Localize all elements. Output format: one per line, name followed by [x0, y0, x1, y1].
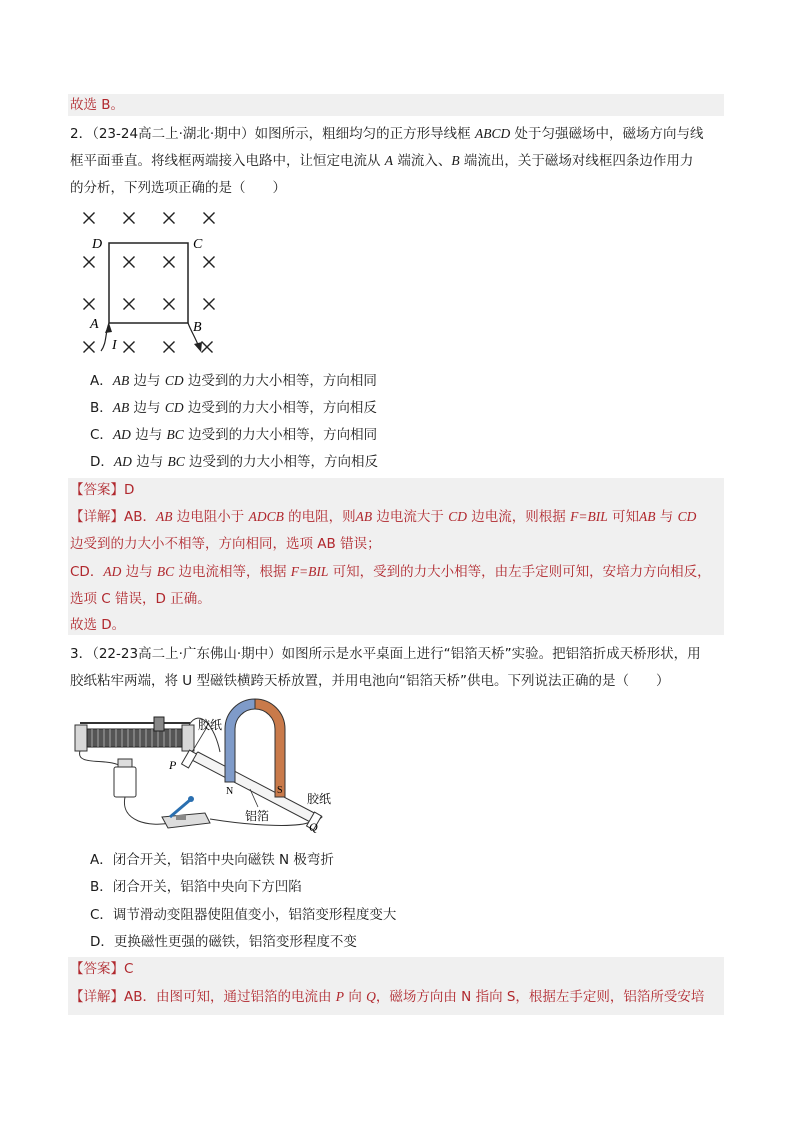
option-var: BC — [166, 427, 184, 442]
q2-stem-line3: 的分析，下列选项正确的是（ ） — [70, 180, 286, 196]
q3-source: （22-23高二上·广东佛山·期中） — [92, 646, 282, 662]
q3-answer — [70, 959, 133, 979]
detail-tag: 【详解】 — [70, 509, 124, 525]
q2-stem-var: A — [384, 153, 394, 168]
field-cross-icon — [204, 257, 215, 268]
detail-text: 与 — [655, 509, 678, 525]
detail-text: 边电流，则根据 — [467, 509, 571, 525]
field-cross-icon — [84, 299, 95, 310]
option-text: 边与 — [129, 373, 165, 389]
q2-conclusion: 故选 D。 — [70, 617, 126, 633]
option-var: AD — [113, 454, 132, 469]
q2-answer — [70, 480, 134, 500]
detail-text: CD． — [70, 564, 104, 580]
label-C: C — [193, 237, 203, 252]
field-cross-icon — [84, 213, 95, 224]
option-text: 边受到的力大小相等，方向相反 — [184, 454, 379, 470]
q2-source: （23-24高二上·湖北·期中） — [92, 126, 255, 142]
q3-detail-line1 — [70, 987, 704, 1007]
q2-option-b — [90, 398, 377, 418]
q3-stem-line1 — [70, 644, 701, 664]
detail-var: P — [335, 989, 345, 1004]
field-cross-icon — [124, 342, 135, 353]
detail-formula: F=BIL — [570, 509, 608, 524]
label-N: N — [226, 786, 234, 797]
detail-text: 边与 — [121, 564, 157, 580]
option-var: AB — [112, 373, 130, 388]
q3-stem-line2: 胶纸粘牢两端，将 U 型磁铁横跨天桥放置，并用电池向“铝箔天桥”供电。下列说法正确的是（ ） — [70, 673, 670, 689]
label-B: B — [193, 320, 202, 335]
field-cross-icon — [164, 257, 175, 268]
option-var: AB — [112, 400, 130, 415]
option-text: 边受到的力大小相等，方向相同 — [183, 373, 377, 389]
detail-text: AB．由图可知，通过铝箔的电流由 — [124, 989, 336, 1005]
field-cross-icon — [84, 342, 95, 353]
detail-text: 向 — [344, 989, 367, 1005]
label-Q: Q — [309, 820, 318, 834]
switch — [162, 796, 210, 828]
q3-number: 3． — [70, 646, 93, 662]
detail-text: ，磁场方向由 N 指向 S，根据左手定则，铝箔所受安培 — [375, 989, 705, 1005]
wire-to-battery — [80, 751, 122, 767]
q2-stem-text: 框平面垂直。将线框两端接入电路中，让恒定电流从 — [70, 153, 385, 169]
answer-value: C — [124, 961, 134, 977]
q2-option-d — [90, 452, 378, 472]
detail-var: CD — [448, 509, 467, 524]
option-var: CD — [164, 400, 184, 415]
q3-option-a: A．闭合开关，铝箔中央向磁铁 N 极弯折 — [90, 852, 334, 868]
label-current-I: I — [112, 338, 117, 353]
label-P: P — [169, 758, 177, 772]
q2-solution-bg — [68, 478, 724, 635]
option-text: 边受到的力大小相等，方向相反 — [183, 400, 377, 416]
field-cross-icon — [124, 257, 135, 268]
label-A: A — [90, 317, 99, 332]
detail-text: 边电流大于 — [372, 509, 449, 525]
detail-text: 可知，受到的力大小相等，由左手定则可知，安培力方向相反， — [328, 564, 711, 580]
option-var: BC — [167, 454, 185, 469]
detail-var: AD — [103, 564, 122, 579]
q3-option-c: C．调节滑动变阻器使阻值变小，铝箔变形程度变大 — [90, 907, 397, 923]
detail-text: 可知 — [607, 509, 639, 525]
option-var: AD — [112, 427, 131, 442]
q2-detail-line1 — [70, 507, 696, 527]
q2-stem-line2 — [70, 151, 693, 171]
option-var: CD — [164, 373, 184, 388]
field-cross-icon — [204, 299, 215, 310]
q2-stem-text: 端流入、 — [393, 153, 452, 169]
option-text: 边受到的力大小相等，方向相同 — [183, 427, 378, 443]
detail-var: AB — [355, 509, 373, 524]
q2-number: 2． — [70, 126, 93, 142]
detail-var: BC — [156, 564, 175, 579]
detail-var: Q — [366, 989, 376, 1004]
sliding-rheostat — [75, 717, 194, 751]
option-key: B． — [90, 400, 113, 416]
label-S: S — [277, 785, 283, 796]
q2-stem-var: B — [451, 153, 460, 168]
q2-stem-line1 — [70, 124, 704, 144]
detail-text: 边电阻小于 — [172, 509, 249, 525]
field-cross-icon — [124, 213, 135, 224]
foil-label: 铝箔 — [245, 809, 270, 823]
current-arrow-in — [105, 323, 112, 333]
detail-var: AB — [156, 509, 173, 524]
q2-detail-line4: 选项 C 错误，D 正确。 — [70, 591, 211, 607]
detail-text: 边电流相等，根据 — [174, 564, 291, 580]
detail-tag: 【详解】 — [70, 989, 124, 1005]
current-arrow-out — [194, 342, 202, 352]
tape-label-1: 胶纸 — [198, 718, 223, 732]
option-key: C． — [90, 427, 113, 443]
q3-stem-text: 如图所示是水平桌面上进行“铝箔天桥”实验。把铝箔折成天桥形状，用 — [281, 646, 701, 662]
field-cross-icon — [124, 299, 135, 310]
detail-var: ADCB — [248, 509, 284, 524]
option-text: 边与 — [130, 427, 167, 443]
answer-tag: 【答案】 — [70, 961, 124, 977]
detail-text: 的电阻，则 — [283, 509, 356, 525]
square-frame — [109, 243, 188, 323]
q2-option-a — [90, 371, 377, 391]
field-cross-icon — [164, 342, 175, 353]
q2-detail-line3 — [70, 562, 711, 582]
q2-stem-text: 如图所示，粗细均匀的正方形导线框 — [254, 126, 475, 142]
label-D: D — [92, 237, 103, 252]
option-text: 边与 — [129, 400, 165, 416]
q2-stem-var: ABCD — [474, 126, 511, 141]
q2-stem-text: 处于匀强磁场中，磁场方向与线 — [510, 126, 704, 142]
option-key: D． — [90, 454, 114, 470]
tape-label-2: 胶纸 — [307, 792, 332, 806]
answer-tag: 【答案】 — [70, 482, 124, 498]
q2-magnetic-field-figure — [75, 205, 225, 360]
option-key: A． — [90, 373, 113, 389]
q2-stem-text: 端流出，关于磁场对线框四条边作用力 — [459, 153, 694, 169]
q2-option-c — [90, 425, 377, 445]
answer-value: D — [124, 482, 135, 498]
q3-option-b: B．闭合开关，铝箔中央向下方凹陷 — [90, 879, 302, 895]
q3-option-d: D．更换磁性更强的磁铁，铝箔变形程度不变 — [90, 934, 357, 950]
option-text: 边与 — [131, 454, 168, 470]
field-cross-icon — [164, 299, 175, 310]
field-cross-icon — [204, 213, 215, 224]
field-cross-icon — [84, 257, 95, 268]
field-cross-icon — [202, 342, 213, 353]
q1-conclusion-bg — [68, 94, 724, 116]
q3-aluminum-bridge-figure — [70, 697, 360, 847]
field-cross-icon — [164, 213, 175, 224]
detail-text: AB． — [124, 509, 156, 525]
detail-formula: F=BIL — [290, 564, 329, 579]
detail-var: CD — [677, 509, 697, 524]
detail-var: AB — [639, 509, 656, 524]
q2-detail-line2: 边受到的力大小不相等，方向相同，选项 AB 错误； — [70, 536, 381, 552]
q1-conclusion: 故选 B。 — [70, 97, 125, 113]
